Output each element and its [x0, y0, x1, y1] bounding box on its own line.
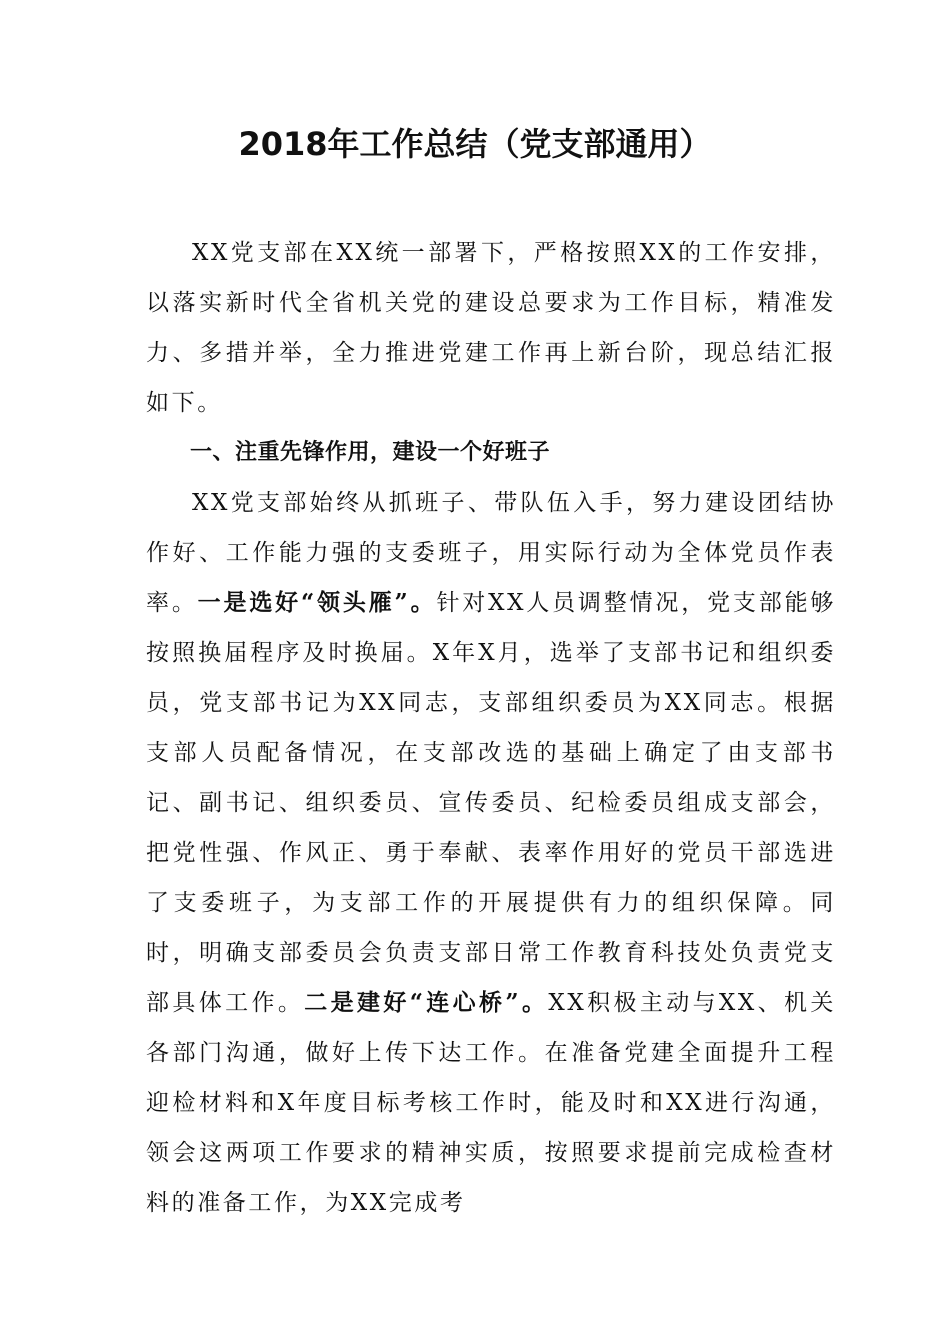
section-heading: 一、注重先锋作用，建设一个好班子	[190, 440, 551, 465]
document-body	[146, 228, 836, 1228]
paragraph-text: XX积极主动与XX、机关各部门沟通，做好上传下达工作。在准备党建全面提升工程迎检材料和X年度目标考核工作时，能及时和XX进行沟通，领会这两项工作要求的精神实质，按照要求提前完成检查材料的准备工作，为XX完成考	[146, 990, 836, 1216]
intro-paragraph: XX党支部在XX统一部署下，严格按照XX的工作安排，以落实新时代全省机关党的建设总要求为工作目标，精准发力、多措并举，全力推进党建工作再上新台阶，现总结汇报如下。	[146, 240, 836, 416]
bold-point-one: 一是选好“领头雁”。	[197, 589, 437, 616]
section-paragraph	[146, 478, 836, 1228]
paragraph-text: XX党支部始终从抓班子、带队伍入手，努力建设团结协作好、工作能力强的支委班子，用实际行动为全体党员作表率。	[146, 490, 836, 616]
bold-point-two: 二是建好“连心桥”。	[304, 989, 549, 1016]
paragraph-text: 针对XX人员调整情况，党支部能够按照换届程序及时换届。X年X月，选举了支部书记和组织委员，党支部书记为XX同志，支部组织委员为XX同志。根据支部人员配备情况，在支部改选的基础上确定了由支部书记、副书记、组织委员、宣传委员、纪检委员组成支部会，把党性强、作风正、勇于奉献、表率作用好的党员干部选进了支委班子，为支部工作的开展提供有力的组织保障。同时，明确支部委员会负责支部日常工作教育科技处负责党支部具体工作。	[146, 590, 836, 1016]
document-title: 2018年工作总结（党支部通用）	[238, 125, 712, 163]
